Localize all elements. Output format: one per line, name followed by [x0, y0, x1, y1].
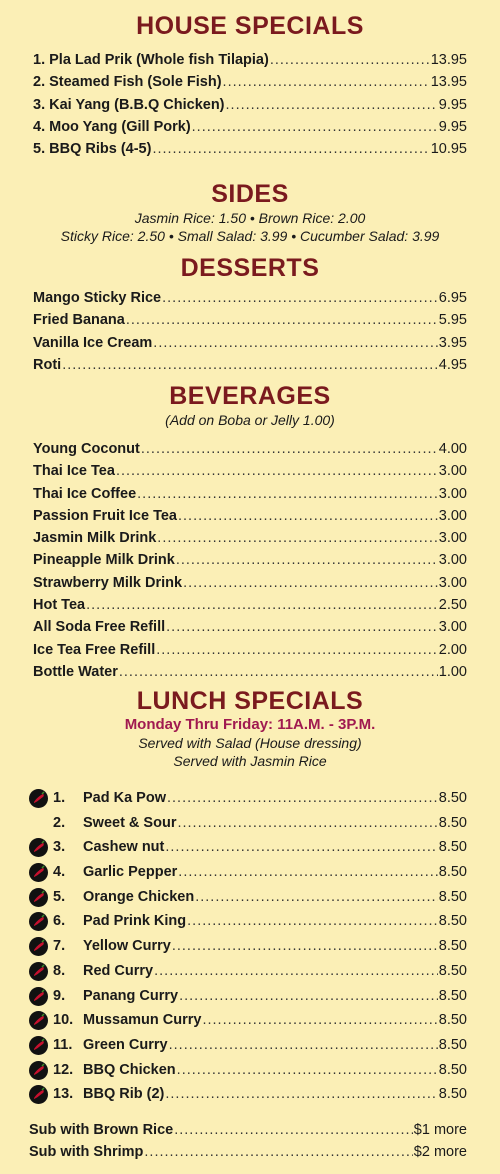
item-name: Green Curry	[83, 1036, 168, 1053]
lunch-special-row	[38, 934, 467, 959]
item-name: Pad Ka Pow	[83, 790, 166, 806]
dot-leader	[178, 860, 437, 885]
dot-leader	[141, 438, 438, 460]
item-name: Mango Sticky Rice	[33, 290, 162, 306]
dot-leader	[152, 138, 429, 160]
dot-leader	[195, 885, 438, 910]
chili-pepper-icon	[29, 937, 48, 956]
item-price: 3.00	[438, 619, 467, 636]
item-number: 1.	[53, 790, 66, 806]
chili-pepper-icon	[29, 962, 48, 981]
house-special-row	[33, 116, 467, 138]
item-name: Hot Tea	[33, 597, 86, 614]
item-name: Pad Prink King	[83, 913, 187, 930]
item-price: 3.00	[438, 463, 467, 480]
chili-pepper-icon	[29, 987, 48, 1006]
item-price: 9.95	[438, 118, 467, 135]
item-name: BBQ Rib (2)	[83, 1086, 165, 1103]
lunch-special-row	[38, 909, 467, 934]
dot-leader	[178, 505, 438, 527]
item-price: 3.95	[438, 334, 467, 351]
lunch-special-row	[38, 1058, 467, 1083]
dot-leader	[165, 835, 437, 860]
item-name: 2. Steamed Fish (Sole Fish)	[33, 74, 222, 91]
item-name: Fried Banana	[33, 312, 125, 329]
dessert-row	[33, 287, 467, 309]
item-name: Sub with Shrimp	[29, 1144, 144, 1161]
item-price: 2.00	[438, 641, 467, 658]
dot-leader	[223, 71, 430, 93]
item-number: 5.	[53, 888, 66, 905]
item-name: 3. Kai Yang (B.B.Q Chicken)	[33, 96, 225, 113]
item-price: 3.00	[438, 507, 467, 524]
dot-leader	[119, 661, 438, 683]
lunch-specials-list	[38, 786, 467, 1107]
item-price: 10.95	[430, 141, 467, 158]
lunch-specials-title: LUNCH SPECIALS	[136, 687, 364, 715]
desserts-list	[33, 287, 467, 376]
item-name: Sub with Brown Rice	[29, 1122, 174, 1138]
beverage-row	[33, 661, 467, 683]
dot-leader	[62, 354, 438, 376]
dot-leader	[137, 483, 438, 505]
item-number: 9.	[53, 987, 66, 1004]
beverages-section	[0, 381, 500, 429]
lunch-extra-row	[29, 1119, 467, 1141]
dot-leader	[153, 332, 437, 354]
chili-pepper-icon	[29, 1061, 48, 1080]
item-name: Panang Curry	[83, 987, 179, 1004]
dessert-row	[33, 332, 467, 354]
item-number: 11.	[53, 1036, 73, 1053]
item-price: $1 more	[413, 1122, 467, 1138]
desserts-section	[0, 253, 500, 283]
beverage-row	[33, 572, 467, 594]
beverages-list	[33, 438, 467, 683]
chili-pepper-icon	[29, 789, 48, 808]
item-number: 8.	[53, 962, 66, 979]
item-price: 4.95	[438, 356, 467, 373]
item-price: 6.95	[438, 290, 467, 306]
item-price: 2.50	[438, 597, 467, 614]
house-special-row	[33, 71, 467, 93]
sides-title: SIDES	[211, 180, 289, 208]
dot-leader	[270, 49, 430, 71]
house-specials-list	[33, 49, 467, 160]
lunch-special-row	[38, 1033, 467, 1058]
lunch-note-salad: Served with Salad (House dressing)	[138, 735, 362, 751]
item-price: 13.95	[430, 52, 467, 68]
item-price: 8.50	[438, 913, 467, 930]
dot-leader	[86, 594, 438, 616]
item-price: 3.00	[438, 485, 467, 502]
dot-leader	[177, 811, 437, 836]
beverage-row	[33, 483, 467, 505]
beverage-row	[33, 460, 467, 482]
dot-leader	[176, 549, 438, 571]
lunch-extras-list	[29, 1119, 467, 1164]
item-name: All Soda Free Refill	[33, 619, 166, 636]
lunch-special-row	[38, 959, 467, 984]
beverage-row	[33, 594, 467, 616]
dessert-row	[33, 309, 467, 331]
item-name: BBQ Chicken	[83, 1061, 176, 1078]
item-price: 8.50	[438, 1012, 467, 1029]
item-number: 2.	[53, 814, 66, 831]
dot-leader	[192, 116, 438, 138]
item-price: $2 more	[413, 1144, 467, 1161]
item-name: Cashew nut	[83, 839, 165, 856]
lunch-extra-row	[29, 1141, 467, 1163]
beverages-title: BEVERAGES	[169, 382, 331, 410]
item-name: Bottle Water	[33, 663, 118, 680]
item-price: 8.50	[438, 962, 467, 979]
item-name: Young Coconut	[33, 441, 140, 457]
dot-leader	[165, 1082, 437, 1107]
item-name: Jasmin Milk Drink	[33, 530, 157, 547]
chili-pepper-icon	[29, 1085, 48, 1104]
item-price: 8.50	[438, 864, 467, 881]
lunch-special-row	[38, 885, 467, 910]
beverage-row	[33, 549, 467, 571]
beverage-row	[33, 616, 467, 638]
item-name: Mussamun Curry	[83, 1012, 202, 1029]
dot-leader	[154, 959, 438, 984]
dessert-row	[33, 354, 467, 376]
sides-section	[0, 179, 500, 245]
beverage-row	[33, 438, 467, 460]
item-name: Ice Tea Free Refill	[33, 641, 156, 658]
item-price: 8.50	[438, 938, 467, 955]
lunch-special-row	[38, 786, 467, 811]
lunch-special-row	[38, 811, 467, 836]
dot-leader	[177, 1058, 438, 1083]
item-price: 3.00	[438, 530, 467, 547]
dot-leader	[169, 1033, 438, 1058]
lunch-special-row	[38, 984, 467, 1009]
dot-leader	[226, 94, 438, 116]
item-name: Yellow Curry	[83, 938, 171, 955]
item-price: 3.00	[438, 574, 467, 591]
item-number: 10.	[53, 1012, 74, 1029]
item-name: Red Curry	[83, 962, 154, 979]
dot-leader	[162, 287, 438, 309]
item-price: 8.50	[438, 1086, 467, 1103]
house-specials-section	[0, 11, 500, 41]
dot-leader	[167, 786, 438, 811]
item-number: 12.	[53, 1061, 74, 1078]
chili-pepper-icon	[29, 912, 48, 931]
chili-pepper-icon	[29, 838, 48, 857]
item-name: Roti	[33, 356, 62, 373]
item-name: Orange Chicken	[83, 888, 195, 905]
item-name: 1. Pla Lad Prik (Whole fish Tilapia)	[33, 52, 269, 68]
chili-pepper-icon	[29, 1011, 48, 1030]
house-specials-title: HOUSE SPECIALS	[136, 12, 364, 40]
item-name: Vanilla Ice Cream	[33, 334, 153, 351]
house-special-row	[33, 138, 467, 160]
item-name: Pineapple Milk Drink	[33, 552, 175, 569]
lunch-hours: Monday Thru Friday: 11A.M. - 3P.M.	[124, 716, 376, 733]
dot-leader	[172, 934, 438, 959]
item-number: 7.	[53, 938, 66, 955]
lunch-special-row	[38, 1008, 467, 1033]
chili-pepper-icon	[29, 1036, 48, 1055]
item-number: 13.	[53, 1086, 74, 1103]
lunch-specials-section	[0, 686, 500, 770]
item-name: Strawberry Milk Drink	[33, 574, 183, 591]
dot-leader	[126, 309, 438, 331]
item-price: 4.00	[438, 441, 467, 457]
dot-leader	[183, 572, 438, 594]
dot-leader	[187, 909, 438, 934]
dot-leader	[157, 527, 437, 549]
desserts-title: DESSERTS	[180, 254, 320, 282]
item-name: Thai Ice Tea	[33, 463, 115, 480]
item-number: 6.	[53, 913, 66, 930]
item-price: 8.50	[438, 987, 467, 1004]
lunch-special-row	[38, 1082, 467, 1107]
dot-leader	[156, 639, 438, 661]
dot-leader	[116, 460, 438, 482]
item-price: 8.50	[438, 1036, 467, 1053]
chili-pepper-icon	[29, 863, 48, 882]
dot-leader	[202, 1008, 437, 1033]
dot-leader	[179, 984, 438, 1009]
item-name: Passion Fruit Ice Tea	[33, 507, 177, 524]
beverages-note: (Add on Boba or Jelly 1.00)	[165, 412, 335, 428]
item-name: Sweet & Sour	[83, 814, 177, 831]
item-price: 8.50	[438, 814, 467, 831]
item-name: 5. BBQ Ribs (4-5)	[33, 141, 152, 158]
item-price: 13.95	[430, 74, 467, 91]
item-name: Thai Ice Coffee	[33, 485, 137, 502]
item-name: 4. Moo Yang (Gill Pork)	[33, 118, 191, 135]
beverage-row	[33, 639, 467, 661]
item-number: 3.	[53, 839, 66, 856]
dot-leader	[174, 1119, 413, 1141]
item-price: 9.95	[438, 96, 467, 113]
sides-line-2: Sticky Rice: 2.50 • Small Salad: 3.99 • Cucumber Salad: 3.99	[60, 228, 440, 244]
house-special-row	[33, 94, 467, 116]
beverage-row	[33, 527, 467, 549]
item-price: 8.50	[438, 1061, 467, 1078]
beverage-row	[33, 505, 467, 527]
dot-leader	[166, 616, 438, 638]
item-name: Garlic Pepper	[83, 864, 178, 881]
sides-line-1: Jasmin Rice: 1.50 • Brown Rice: 2.00	[134, 210, 366, 226]
item-price: 5.95	[438, 312, 467, 329]
item-price: 1.00	[438, 663, 467, 680]
item-price: 8.50	[438, 839, 467, 856]
lunch-special-row	[38, 835, 467, 860]
lunch-note-rice: Served with Jasmin Rice	[173, 753, 327, 769]
dot-leader	[144, 1141, 412, 1163]
item-number: 4.	[53, 864, 66, 881]
item-price: 8.50	[438, 888, 467, 905]
house-special-row	[33, 49, 467, 71]
item-price: 3.00	[438, 552, 467, 569]
lunch-special-row	[38, 860, 467, 885]
item-price: 8.50	[438, 790, 467, 806]
chili-pepper-icon	[29, 888, 48, 907]
